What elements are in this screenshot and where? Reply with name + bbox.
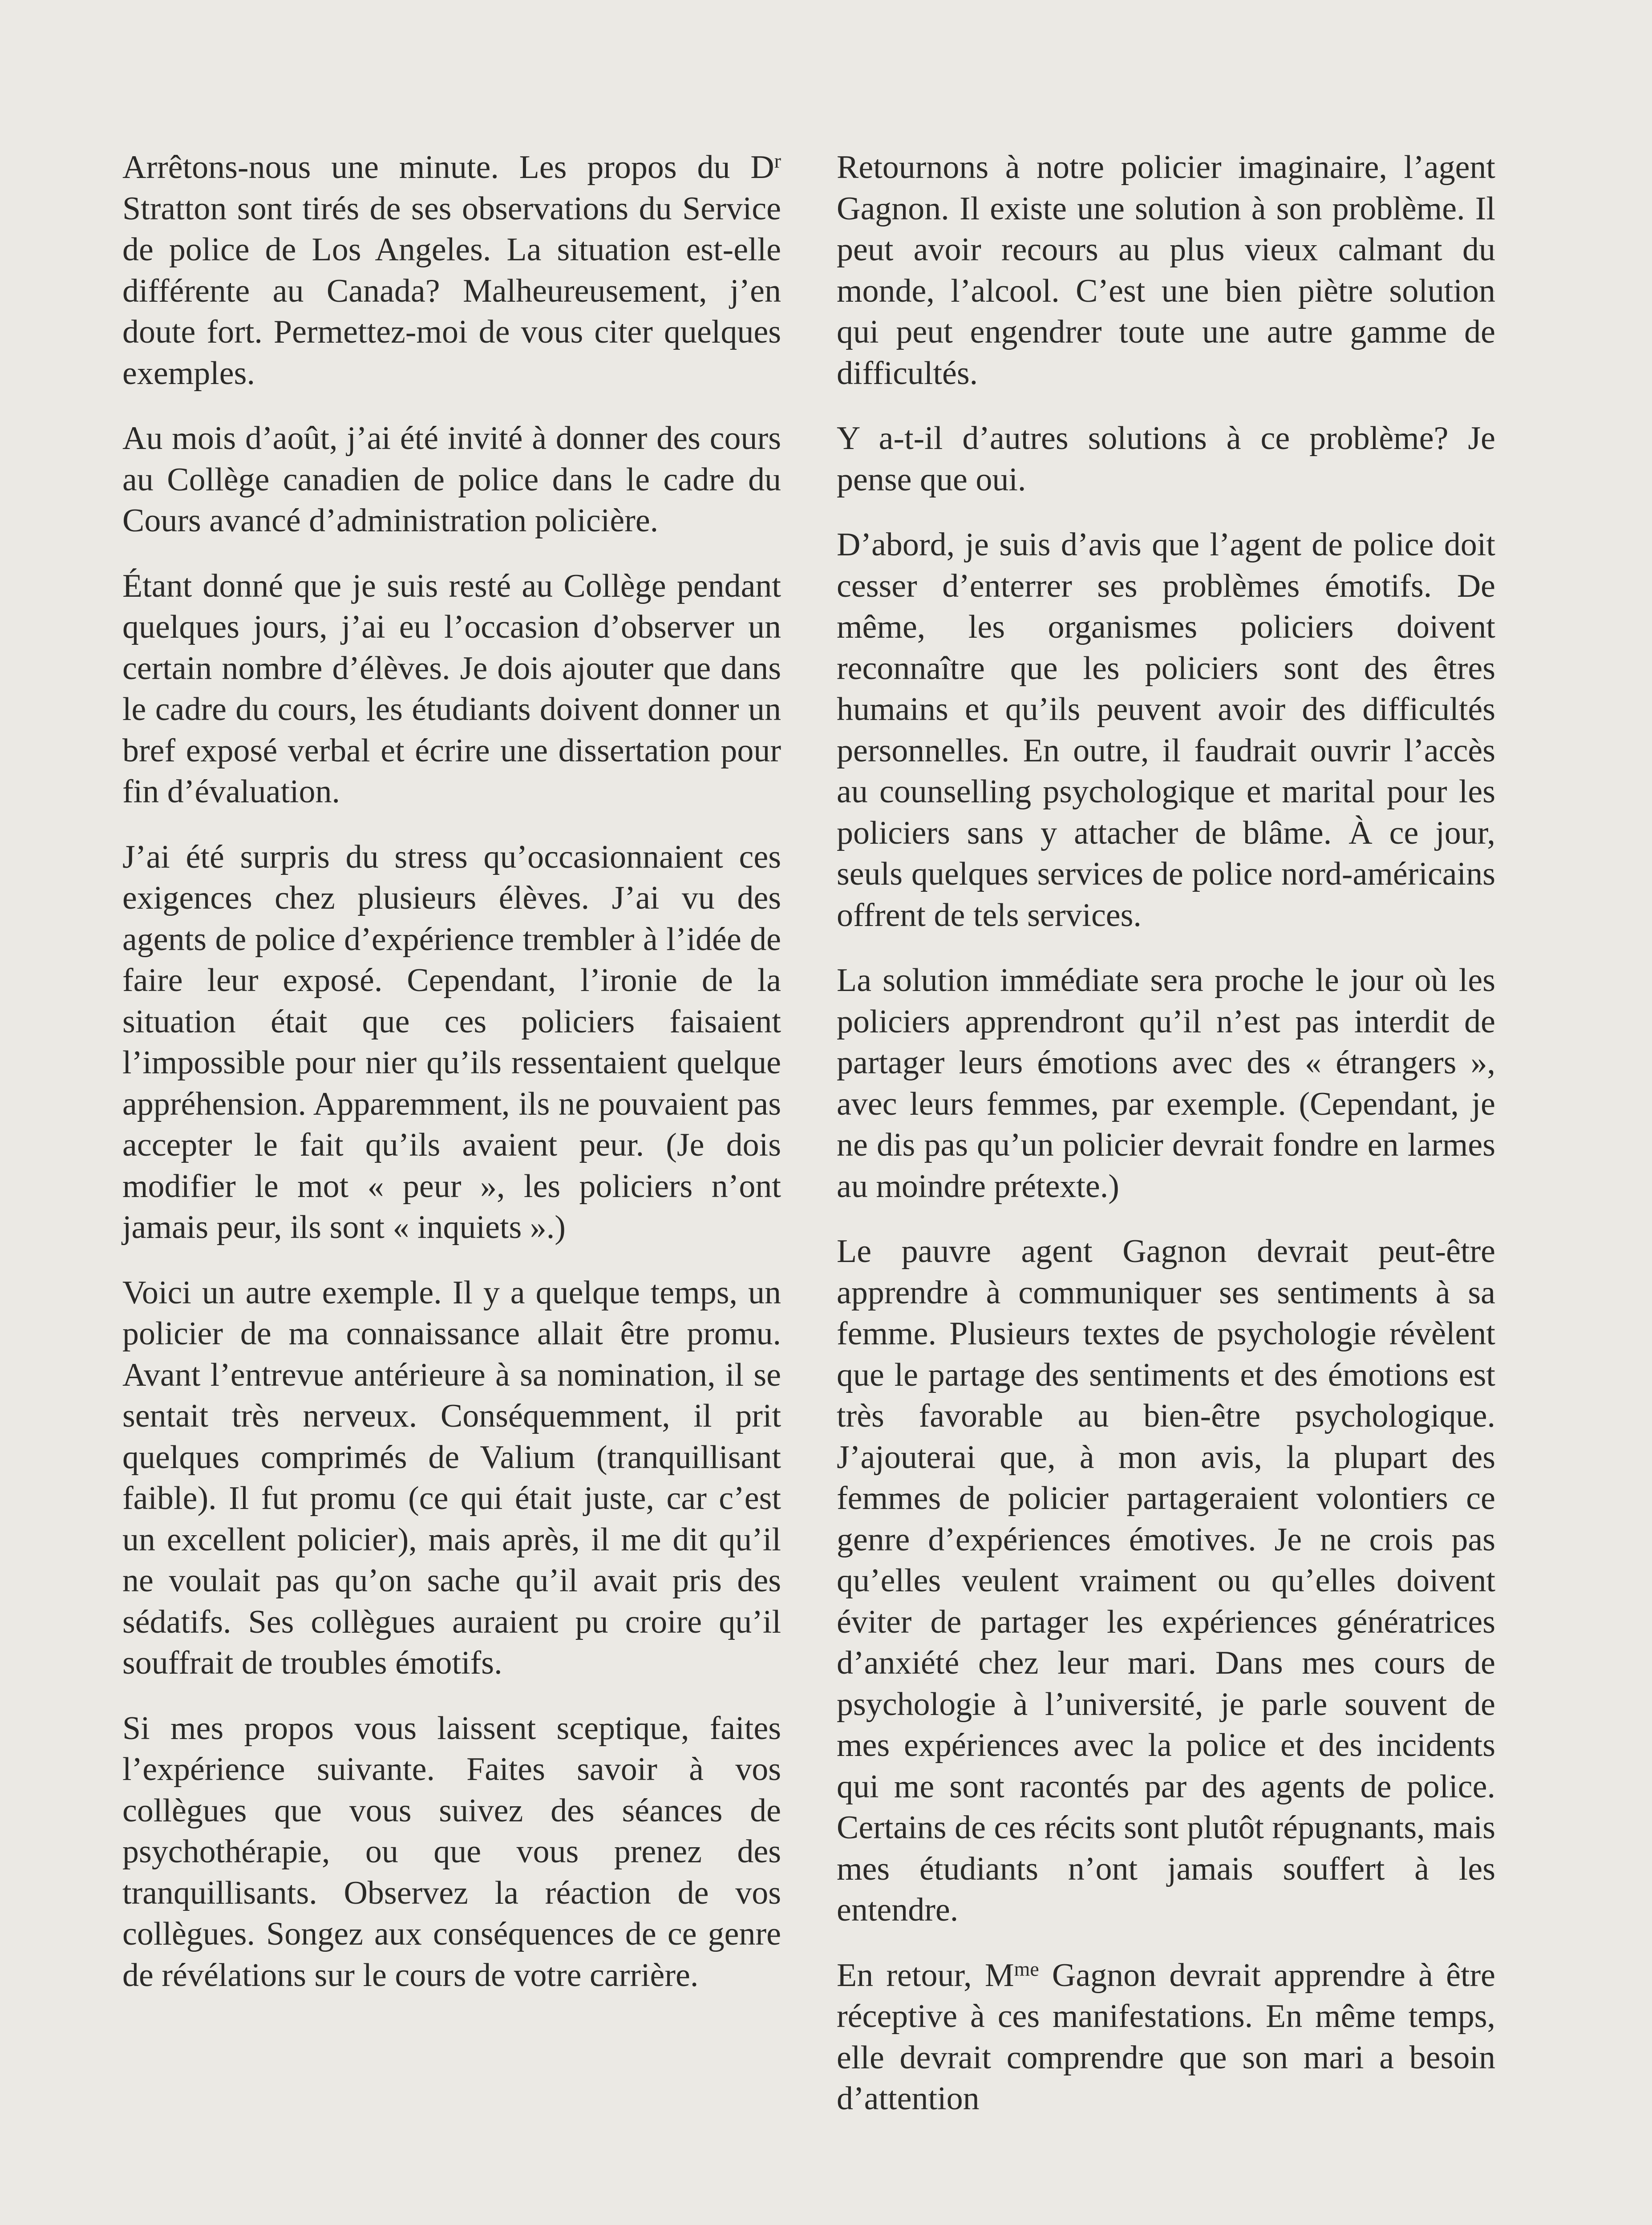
paragraph: Y a-t-il d’autres solutions à ce problème? Je pense que oui.: [837, 420, 1495, 498]
paragraph: Si mes propos vous laissent sceptique, faites l’expérience suivante. Faites savoir à vos collègues que vous suivez des séances de psychothérapie, ou que vous prenez des tranquillisants. Observez la réaction de vos collègues. Songez aux conséquences de ce genre de révélations sur le cours de votre carrière.: [122, 1710, 781, 1994]
paragraph: Étant donné que je suis resté au Collège pendant quelques jours, j’ai eu l’occasion d’observer un certain nombre d’élèves. Je dois ajouter que dans le cadre du cours, les étudiants doivent donner un bref exposé verbal et écrire une dissertation pour fin d’évaluation.: [122, 567, 781, 810]
superscript: me: [1014, 1957, 1039, 1980]
paragraph: J’ai été surpris du stress qu’occasionnaient ces exigences chez plusieurs élèves. J’ai vu des agents de police d’expérience trembler à l’idée de faire leur exposé. Cependant, l’ironie de la situation était que ces policiers faisaient l’impossible pour nier qu’ils ressentaient quelque appréhension. Apparemment, ils ne pouvaient pas accepter le fait qu’ils avaient peur. (Je dois modifier le mot « peur », les policiers n’ont jamais peur, ils sont « inquiets ».): [122, 838, 781, 1246]
paragraph: D’abord, je suis d’avis que l’agent de police doit cesser d’enterrer ses problèmes émotifs. De même, les organismes policiers doivent reconnaître que les policiers sont des êtres humains et qu’ils peuvent avoir des difficultés personnelles. En outre, il faudrait ouvrir l’accès au counselling psychologique et marital pour les policiers sans y attacher de blâme. À ce jour, seuls quelques services de police nord-américains offrent de tels services.: [837, 526, 1495, 934]
paragraph: En retour, $M^{me}$ Gagnon devrait apprendre à être réceptive à ces manifestations. En même temps, elle devrait comprendre que son mari a besoin d’attention: [837, 1957, 1495, 2117]
paragraph: La solution immédiate sera proche le jour où les policiers apprendront qu’il n’est pas interdit de partager leurs émotions avec des « étrangers », avec leurs femmes, par exemple. (Cependant, je ne dis pas qu’un policier devrait fondre en larmes au moindre prétexte.): [837, 962, 1495, 1205]
superscript: r: [774, 150, 781, 173]
paragraph: Au mois d’août, j’ai été invité à donner des cours au Collège canadien de police dans le cadre du Cours avancé d’administration policière.: [122, 420, 781, 539]
right-column: [837, 147, 1495, 2120]
paragraph: Retournons à notre policier imaginaire, l’agent Gagnon. Il existe une solution à son problème. Il peut avoir recours au plus vieux calmant du monde, l’alcool. C’est une bien piètre solution qui peut engendrer toute une autre gamme de difficultés.: [837, 149, 1495, 392]
paragraph: Voici un autre exemple. Il y a quelque temps, un policier de ma connaissance allait être promu. Avant l’entrevue antérieure à sa nomination, il se sentait très nerveux. Conséquemment, il prit quelques comprimés de Valium (tranquillisant faible). Il fut promu (ce qui était juste, car c’est un excellent policier), mais après, il me dit qu’il ne voulait pas qu’on sache qu’il avait pris des sédatifs. Ses collègues auraient pu croire qu’il souffrait de troubles émotifs.: [122, 1274, 781, 1681]
left-column: [122, 147, 781, 1996]
paragraph: Le pauvre agent Gagnon devrait peut-être apprendre à communiquer ses sentiments à sa femme. Plusieurs textes de psychologie révèlent que le partage des sentiments et des émotions est très favorable au bien-être psychologique. J’ajouterai que, à mon avis, la plupart des femmes de policier partageraient volontiers ce genre d’expériences émotives. Je ne crois pas qu’elles veulent vraiment ou qu’elles doivent éviter de partager les expériences génératrices d’anxiété chez leur mari. Dans mes cours de psychologie à l’université, je parle souvent de mes expériences avec la police et des incidents qui me sont racontés par des agents de police. Certains de ces récits sont plutôt répugnants, mais mes étudiants n’ont jamais souffert à les entendre.: [837, 1233, 1495, 1928]
paragraph: Arrêtons-nous une minute. Les propos du $D^r$ Stratton sont tirés de ses observations du Service de police de Los Angeles. La situation est-elle différente au Canada? Malheureusement, j’en doute fort. Permettez-moi de vous citer quelques exemples.: [122, 149, 781, 392]
